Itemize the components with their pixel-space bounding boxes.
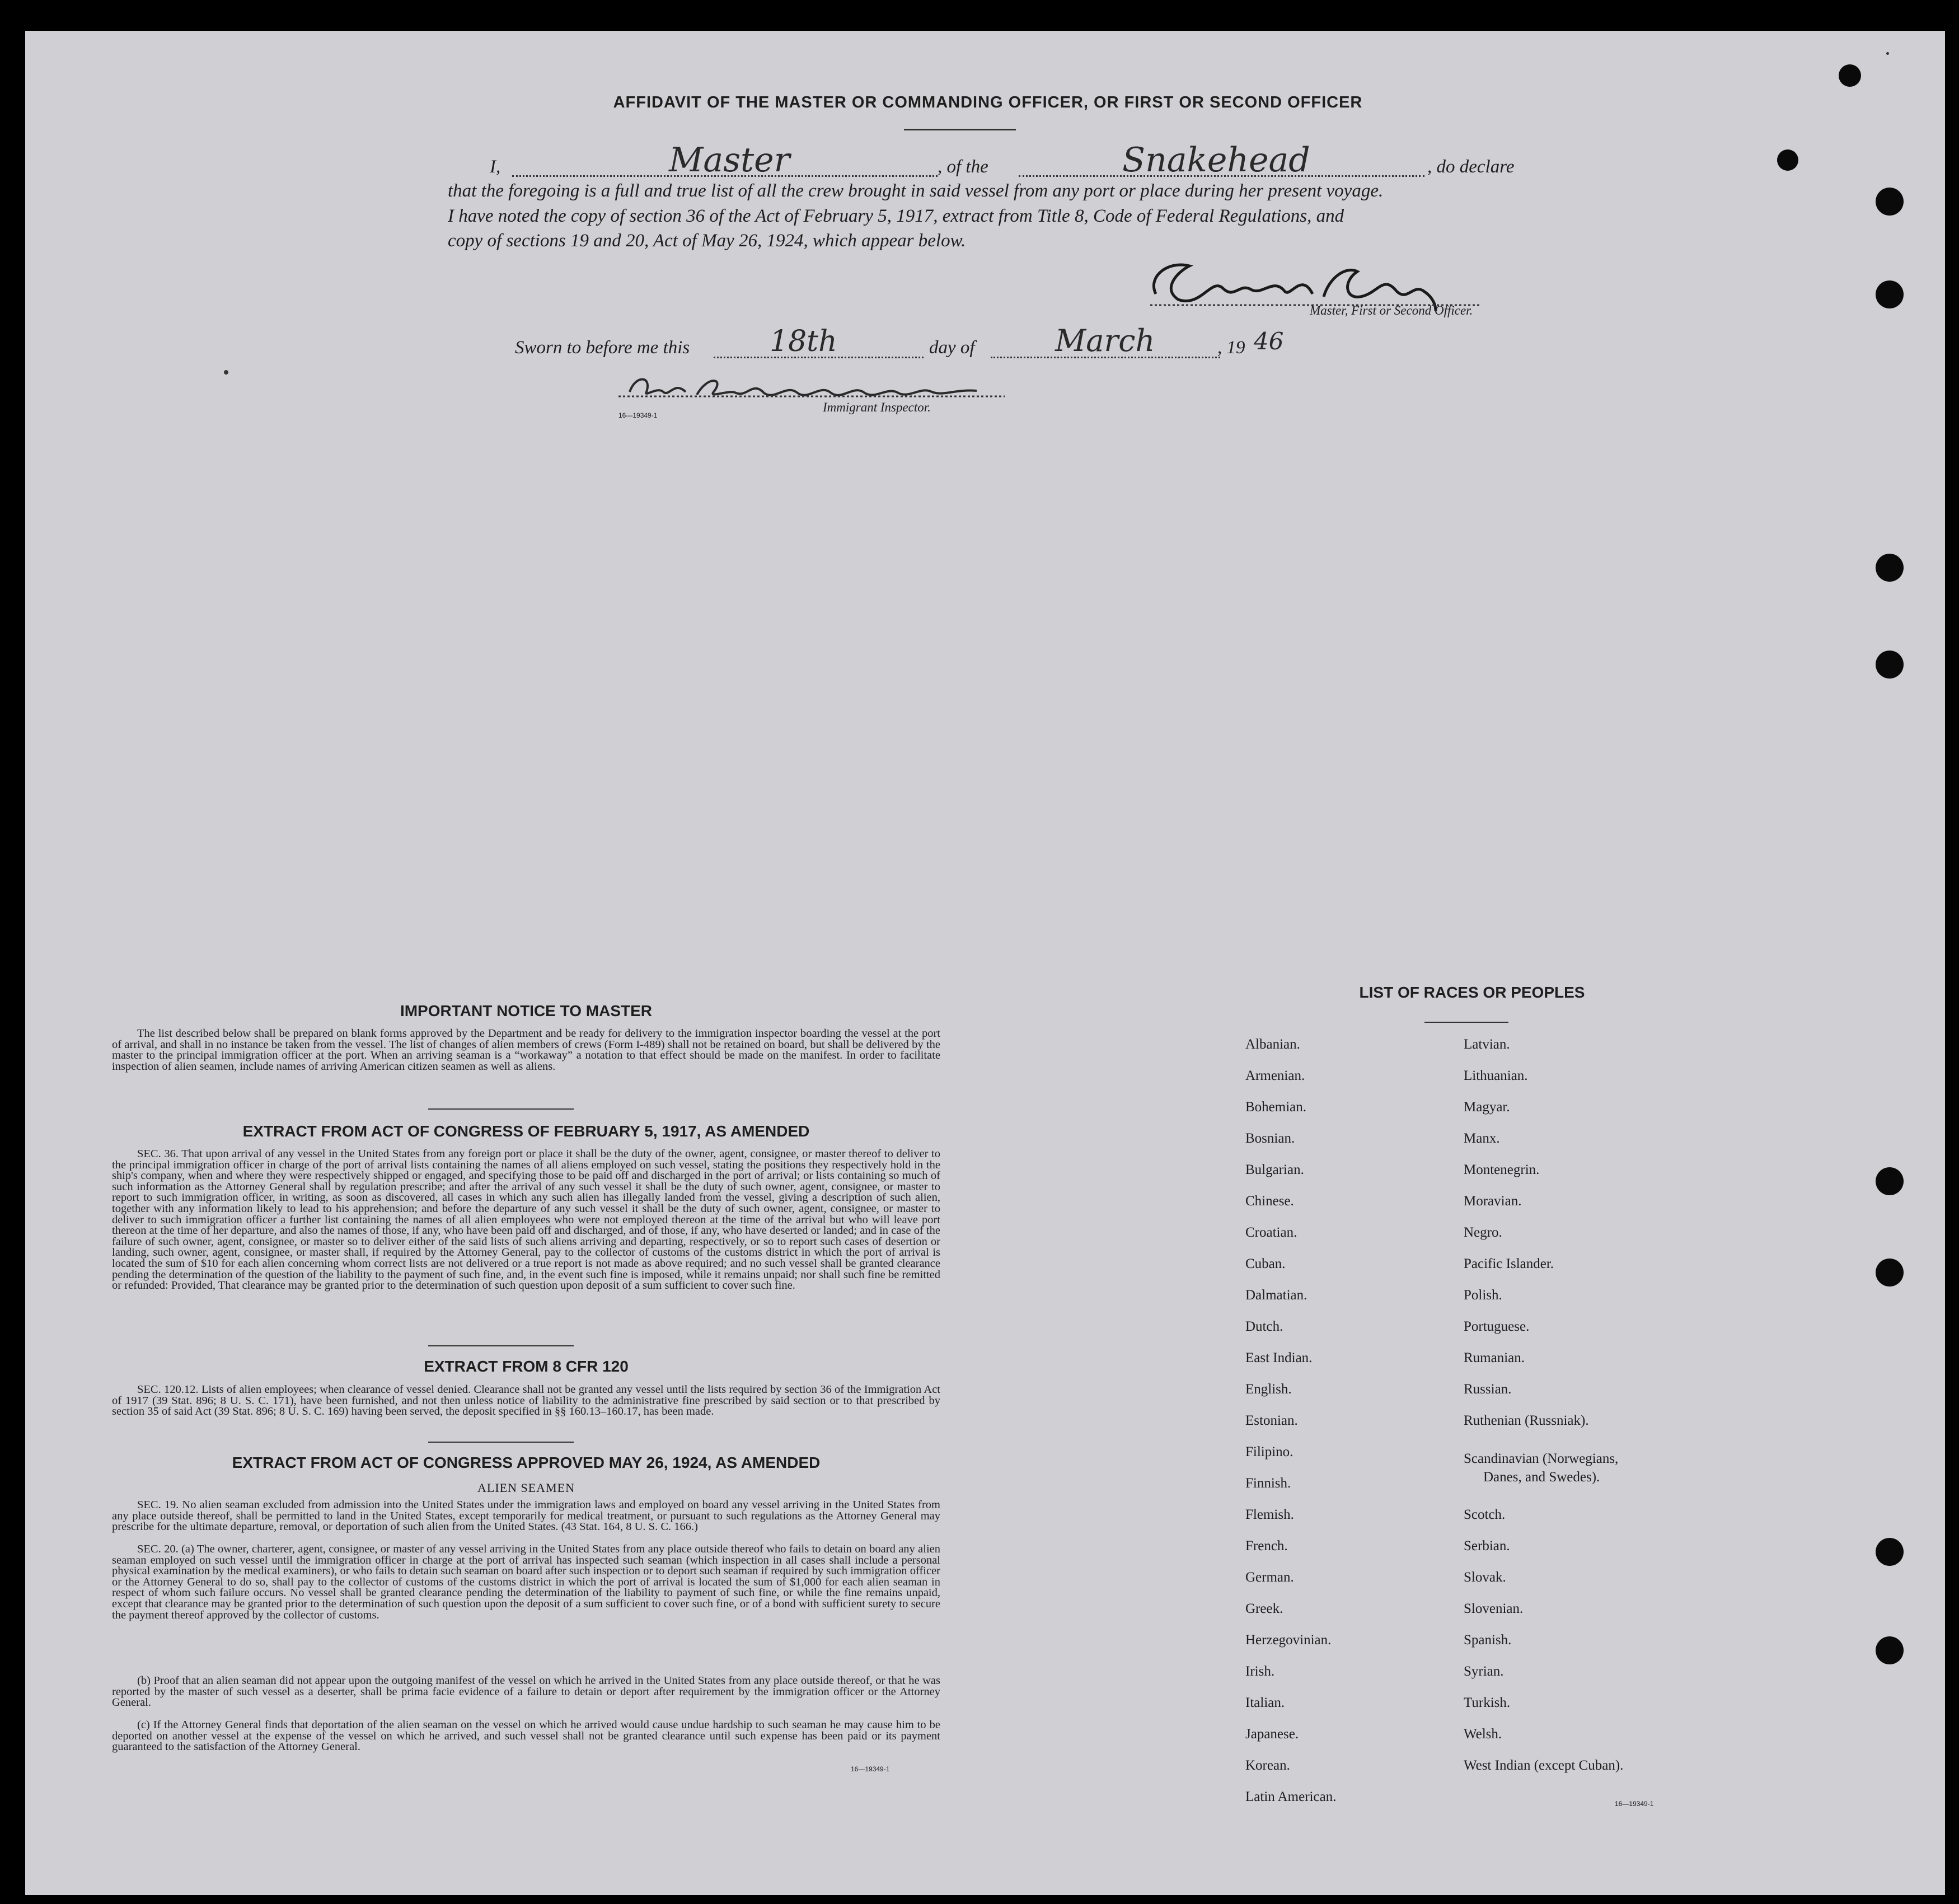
race-item: Italian.	[1245, 1695, 1285, 1710]
punch-hole	[1876, 554, 1904, 582]
inspector-label: Immigrant Inspector.	[823, 400, 931, 414]
extract-1917-title: EXTRACT FROM ACT OF CONGRESS OF FEBRUARY 5, 1917, AS AMENDED	[242, 1122, 810, 1140]
race-item: Slovak.	[1464, 1570, 1506, 1585]
punch-hole	[1876, 1259, 1904, 1287]
punch-hole	[1876, 280, 1904, 308]
race-item: Danes, and Swedes).	[1483, 1470, 1600, 1485]
year-prefix: , 19	[1217, 338, 1245, 358]
race-item: Irish.	[1245, 1664, 1275, 1679]
race-item: Bohemian.	[1245, 1100, 1307, 1115]
punch-hole	[1777, 149, 1798, 171]
race-item: Russian.	[1464, 1382, 1512, 1397]
race-item: Japanese.	[1245, 1727, 1299, 1742]
races-rule	[1424, 1022, 1508, 1023]
race-item: Scandinavian (Norwegians,	[1464, 1451, 1619, 1466]
vessel-handwritten: Snakehead	[1122, 141, 1310, 180]
race-item: Korean.	[1245, 1758, 1290, 1773]
punch-hole	[1876, 1636, 1904, 1664]
race-item: Magyar.	[1464, 1100, 1510, 1115]
punch-hole	[1876, 651, 1904, 679]
race-item: Ruthenian (Russniak).	[1464, 1413, 1589, 1428]
race-item: Croatian.	[1245, 1225, 1297, 1240]
race-item: Portuguese.	[1464, 1319, 1530, 1334]
extract-1917-rule	[428, 1345, 574, 1346]
affidavit-of-the: , of the	[938, 157, 988, 177]
race-item: Bosnian.	[1245, 1131, 1295, 1146]
race-item: Negro.	[1464, 1225, 1502, 1240]
extract-cfr-text: SEC. 120.12. Lists of alien employees; when clearance of vessel denied. Clearance shall not be granted any vessel until the lists required by section 36 of the Immigration Act of 1917 (39 Stat. 896; 8 U. S. C. 171), have been furnished, and not then unless notice of liability to the administrative fine prescribed by said section or to that prescribed by section 35 of said Act (39 Stat. 896; 8 U. S. C. 169) having been served, the deposit specified in §§ 160.13–160.17, has been made.	[112, 1383, 940, 1418]
extract-1917-text: SEC. 36. That upon arrival of any vessel in the United States from any foreign port or place it shall be the duty of the owner, agent, consignee, or master thereof to deliver to the principal immigration officer in charge of the port of arrival lists containing the names of all aliens employed on such vessel, stating the positions they respectively hold in the ship's company, when and where they were respectively shipped or engaged, and specifying those to be paid off and discharged in the port of arrival; or lists containing so much of such information as the Attorney General shall by regulation prescribe; and after the arrival of any such vessel it shall be the duty of such owner, agent, consignee, or master to report to such immigration officer, in writing, as soon as discovered, all cases in which any such alien has illegally landed from the vessel, giving a description of such alien, together with any information likely to lead to his apprehension; and before the departure of any such vessel it shall be the duty of such owner, agent, consignee, or master to deliver to such immigration officer a further list containing the names of all alien employees who were not employed thereon at the time of the arrival but who will leave port thereon at the time of her departure, and also the names of those, if any, who have been paid off and discharged, and of those, if any, who have deserted or landed; and in case of the failure of such owner, agent, consignee, or master so to deliver either of the said lists of such aliens arriving and departing, respectively, or so to report such cases of desertion or landing, such owner, agent, consignee, or master shall, if required by the Attorney General, pay to the collector of customs of the customs district in which the port of arrival is located the sum of $10 for each alien concerning whom correct lists are not delivered or a true report is not made as above required; and no such vessel shall be granted clearance pending the determination of the question of the liability to the payment of such fine, and, in the event such fine is imposed, while it remains unpaid; nor shall such fine be remitted or refunded: Provided, That clearance may be granted prior to the determination of such question upon deposit of a sum sufficient to cover such fine.	[112, 1148, 940, 1292]
race-item: English.	[1245, 1382, 1292, 1397]
rank-handwritten: Master	[669, 141, 790, 180]
race-item: Turkish.	[1464, 1695, 1511, 1710]
race-item: West Indian (except Cuban).	[1464, 1758, 1624, 1773]
race-item: Welsh.	[1464, 1727, 1502, 1742]
affidavit-do-declare: , do declare	[1427, 157, 1515, 177]
race-item: Estonian.	[1245, 1413, 1298, 1428]
race-item: Pacific Islander.	[1464, 1256, 1554, 1271]
race-item: Polish.	[1464, 1288, 1502, 1303]
speck	[224, 370, 228, 375]
extract-1924-sec20a: SEC. 20. (a) The owner, charterer, agent, consignee, or master of any vessel arriving in the United States from any place outside thereof who fails to detain on board any alien seaman employed on such vessel until the immigration officer in charge at the port of arrival has inspected such seaman (which inspection in all cases shall include a personal physical examination by the medical examiners), or who fails to detain such seaman on board after such inspection or to deport such seaman if required by such immigration officer or the Attorney General to do so, shall pay to the collector of customs of the customs district in which the port of arrival is located the sum of $1,000 for each alien seaman in respect of whom such failure occurs. No vessel shall be granted clearance pending the determination of the liability to payment of such fine, or while the fine remains unpaid, except that clearance may be granted prior to the determination of such question upon the deposit of a sum sufficient to cover such fine, or of a bond with sufficient surety to secure the payment thereof approved by the collector of customs.	[112, 1543, 940, 1621]
title-rule	[904, 129, 1016, 130]
affidavit-line-1: that the foregoing is a full and true list of all the crew brought in said vessel from any port or place during her present voyage.	[448, 181, 1384, 201]
race-item: Latvian.	[1464, 1037, 1510, 1052]
race-item: Serbian.	[1464, 1538, 1510, 1554]
notice-text: The list described below shall be prepared on blank forms approved by the Department and be ready for delivery to the immigration inspector boarding the vessel at the port of arrival, and shall in no instance be taken from the vessel. The list of changes of alien members of crews (Form I-489) shall not be retained on board, but shall be delivered by the master to the principal immigration officer at the port. When an arriving seaman is a “workaway” a notation to that effect should be made on the manifest. In order to facilitate inspection of alien seamen, include names of arriving American citizen seamen as well as aliens.	[112, 1027, 940, 1073]
extract-form-number: 16—19349-1	[851, 1765, 890, 1773]
punch-hole	[1876, 1167, 1904, 1195]
race-item: Lithuanian.	[1464, 1068, 1528, 1083]
race-item: Finnish.	[1245, 1476, 1291, 1491]
race-item: Moravian.	[1464, 1194, 1522, 1209]
year-handwritten: 46	[1254, 328, 1284, 355]
race-item: Armenian.	[1245, 1068, 1305, 1083]
races-title: LIST OF RACES OR PEOPLES	[1359, 984, 1585, 1001]
month-handwritten: March	[1055, 323, 1155, 358]
affidavit-i-label: I,	[490, 157, 501, 177]
race-item: Flemish.	[1245, 1507, 1294, 1522]
race-item: East Indian.	[1245, 1350, 1313, 1365]
notice-title: IMPORTANT NOTICE TO MASTER	[400, 1002, 653, 1019]
punch-hole	[1839, 64, 1861, 87]
affidavit-form-number: 16—19349-1	[618, 411, 658, 419]
race-item: Bulgarian.	[1245, 1162, 1304, 1177]
races-form-number: 16—19349-1	[1615, 1800, 1654, 1808]
signature-label: Master, First or Second Officer.	[1310, 303, 1473, 317]
race-item: Montenegrin.	[1464, 1162, 1540, 1177]
race-item: Rumanian.	[1464, 1350, 1525, 1365]
notice-rule	[428, 1108, 574, 1110]
extract-1924-title: EXTRACT FROM ACT OF CONGRESS APPROVED MAY 26, 1924, AS AMENDED	[232, 1454, 821, 1471]
race-item: Manx.	[1464, 1131, 1500, 1146]
race-item: French.	[1245, 1538, 1288, 1554]
speck	[1886, 52, 1889, 55]
punch-hole	[1876, 188, 1904, 216]
race-item: Latin American.	[1245, 1789, 1337, 1804]
race-item: Scotch.	[1464, 1507, 1506, 1522]
inspector-signature	[618, 364, 1010, 409]
extract-1924-subtitle: ALIEN SEAMEN	[477, 1481, 575, 1495]
race-item: Dutch.	[1245, 1319, 1283, 1334]
affidavit-line-2: I have noted the copy of section 36 of the Act of February 5, 1917, extract from Title 8, Code of Federal Regulations, and	[448, 206, 1344, 226]
extract-cfr-title: EXTRACT FROM 8 CFR 120	[424, 1358, 629, 1375]
extract-1924-sec19: SEC. 19. No alien seaman excluded from admission into the United States under the immigration laws and employed on board any vessel arriving in the United States from any place outside thereof, shall be permitted to land in the United States, except temporarily for medical treatment, or pursuant to such regulations as the Attorney General may prescribe for the ultimate departure, removal, or deportation of such alien from the United States. (43 Stat. 164, 8 U. S. C. 166.)	[112, 1499, 940, 1533]
extract-1924-sec20b: (b) Proof that an alien seaman did not appear upon the outgoing manifest of the vessel on which he arrived in the United States from any place outside thereof, or that he was reported by the master of such vessel as a deserter, shall be prima facie evidence of a failure to detain or deport after requirement by the immigration officer or the Attorney General.	[112, 1674, 940, 1709]
extract-cfr-rule	[428, 1442, 574, 1443]
race-item: Filipino.	[1245, 1444, 1293, 1459]
punch-hole	[1876, 1538, 1904, 1566]
day-of-label: day of	[929, 338, 975, 358]
document-sheet	[25, 31, 1945, 1895]
race-item: German.	[1245, 1570, 1294, 1585]
race-item: Albanian.	[1245, 1037, 1300, 1052]
race-item: Syrian.	[1464, 1664, 1504, 1679]
extract-1924-sec20c: (c) If the Attorney General finds that deportation of the alien seaman on the vessel on which he arrived would cause undue hardship to such seaman he may cause him to be deported on another vessel at the expense of the vessel on which he arrived, and such vessel shall not be granted clearance until such expense has been paid or its payment guaranteed to the satisfaction of the Attorney General.	[112, 1719, 940, 1753]
race-item: Chinese.	[1245, 1194, 1294, 1209]
affidavit-title: AFFIDAVIT OF THE MASTER OR COMMANDING OFFICER, OR FIRST OR SECOND OFFICER	[613, 93, 1363, 111]
race-item: Herzegovinian.	[1245, 1632, 1332, 1648]
race-item: Cuban.	[1245, 1256, 1286, 1271]
day-handwritten: 18th	[770, 325, 837, 358]
race-item: Slovenian.	[1464, 1601, 1524, 1616]
sworn-prefix: Sworn to before me this	[515, 338, 690, 358]
race-item: Greek.	[1245, 1601, 1283, 1616]
race-item: Spanish.	[1464, 1632, 1512, 1648]
race-item: Dalmatian.	[1245, 1288, 1307, 1303]
affidavit-line-3: copy of sections 19 and 20, Act of May 26, 1924, which appear below.	[448, 231, 966, 251]
